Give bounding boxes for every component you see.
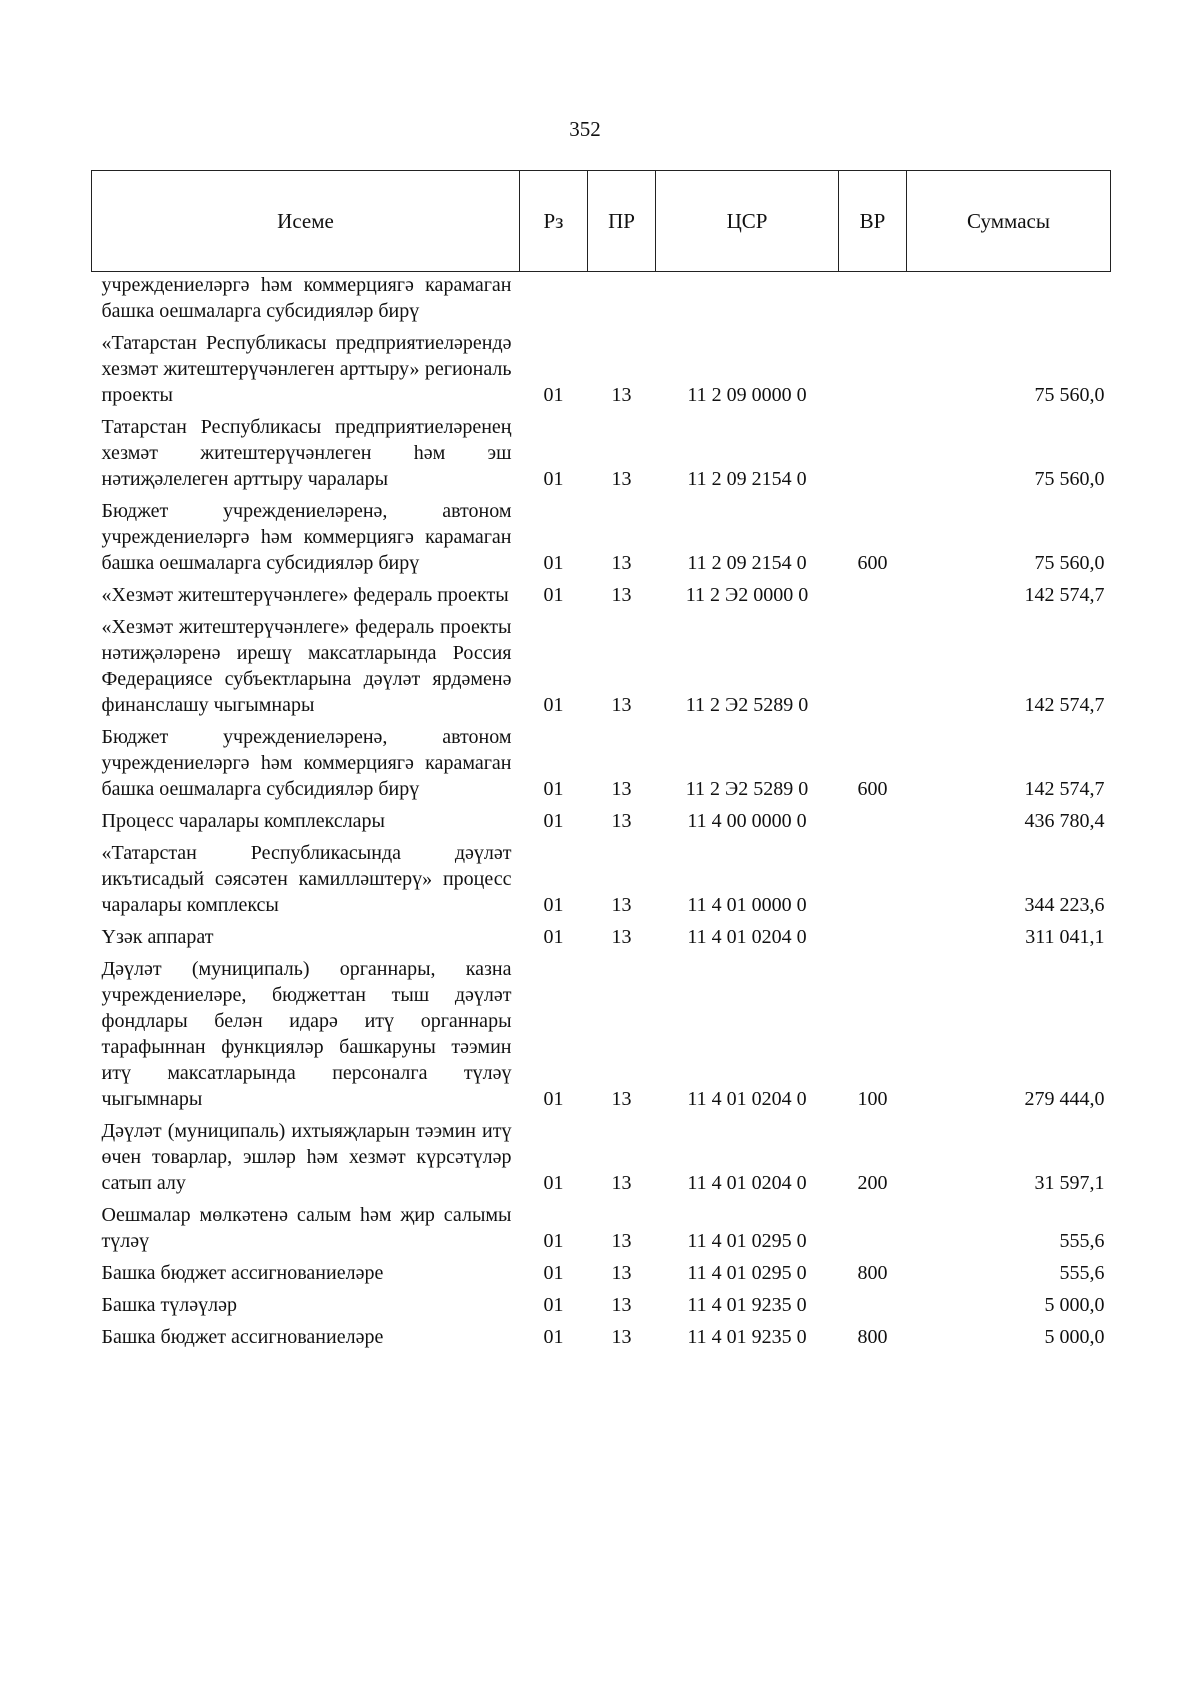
cell-rz: 01 [543,1172,564,1194]
cell-csr: 11 2 Э2 0000 0 [685,584,809,606]
cell-rz: 01 [543,384,564,406]
cell-sum: 75 560,0 [1034,468,1105,490]
cell-csr: 11 2 Э2 5289 0 [685,694,809,716]
cell-name: Бюджет учреждениеләренә, автоном учреждениеләргә һәм коммерциягә карамаган башка оешмаларга субсидияләр бирү [101,500,512,574]
cell-name: Бюджет учреждениеләренә, автоном учреждениеләргә һәм коммерциягә карамаган башка оешмаларга субсидияләр бирү [101,726,512,800]
cell-sum: 436 780,4 [1024,810,1105,832]
cell-sum: 5 000,0 [1044,1326,1105,1348]
cell-csr: 11 2 09 0000 0 [687,384,807,406]
cell-csr: 11 4 01 0295 0 [687,1262,807,1284]
cell-vr: 100 [857,1088,888,1110]
cell-pr: 13 [611,1088,632,1110]
header-csr: ЦСР [656,171,839,272]
cell-csr: 11 4 01 0204 0 [687,926,807,948]
cell-csr: 11 4 01 0000 0 [687,894,807,916]
header-pr: ПР [588,171,656,272]
cell-pr: 13 [611,1230,632,1252]
cell-vr [839,330,907,414]
cell-csr: 11 4 01 9235 0 [687,1294,807,1316]
header-vr: ВР [839,171,907,272]
table-row [92,924,1111,956]
table-row [92,614,1111,724]
cell-sum: 142 574,7 [1024,778,1105,800]
table-row [92,1292,1111,1324]
cell-pr: 13 [611,894,632,916]
table-row [92,582,1111,614]
cell-rz [520,272,588,331]
cell-name: Башка бюджет ассигнованиеләре [101,1262,384,1284]
cell-rz: 01 [543,926,564,948]
cell-vr [839,1202,907,1260]
cell-csr: 11 4 01 0204 0 [687,1172,807,1194]
table-row [92,414,1111,498]
cell-name: Башка бюджет ассигнованиеләре [101,1326,384,1348]
cell-name: Татарстан Республикасы предприятиеләренең хезмәт житештерүчәнлеген һәм эш нәтиҗәлелеген арттыру чаралары [101,416,512,490]
cell-vr [839,808,907,840]
cell-sum: 555,6 [1059,1262,1105,1284]
budget-table [91,170,1111,1356]
table-row [92,1324,1111,1356]
table-row [92,956,1111,1118]
cell-pr: 13 [611,810,632,832]
header-name: Исеме [92,171,520,272]
table-row [92,1202,1111,1260]
cell-sum: 31 597,1 [1034,1172,1105,1194]
cell-rz: 01 [543,1262,564,1284]
cell-name: Дәүләт (муниципаль) ихтыяҗларын тәэмин итү өчен товарлар, эшләр һәм хезмәт күрсәтүләр сатып алу [101,1120,512,1194]
cell-sum: 142 574,7 [1024,694,1105,716]
cell-rz: 01 [543,1326,564,1348]
cell-pr [588,272,656,331]
cell-rz: 01 [543,694,564,716]
cell-sum: 311 041,1 [1025,926,1105,948]
cell-pr: 13 [611,552,632,574]
cell-rz: 01 [543,810,564,832]
cell-pr: 13 [611,468,632,490]
cell-name: Оешмалар мөлкәтенә салым һәм җир салымы түләү [101,1204,512,1252]
cell-sum: 555,6 [1059,1230,1105,1252]
cell-vr [839,1292,907,1324]
cell-sum: 279 444,0 [1024,1088,1105,1110]
cell-pr: 13 [611,778,632,800]
table-row [92,808,1111,840]
cell-csr [656,272,839,331]
cell-rz: 01 [543,1230,564,1252]
cell-csr: 11 4 01 9235 0 [687,1326,807,1348]
cell-vr [839,614,907,724]
cell-rz: 01 [543,1294,564,1316]
cell-pr: 13 [611,1172,632,1194]
cell-name: «Татарстан Республикасында дәүләт икътисадый сәясәтен камилләштерү» процесс чаралары комплексы [101,842,512,916]
cell-name: Процесс чаралары комплекслары [101,810,385,832]
cell-rz: 01 [543,778,564,800]
cell-name: «Хезмәт житештерүчәнлеге» федераль проекты [101,584,509,606]
cell-pr: 13 [611,584,632,606]
table-row [92,840,1111,924]
table-row [92,1260,1111,1292]
cell-name: «Татарстан Республикасы предприятиеләрендә хезмәт житештерүчәнлеген арттыру» региональ проекты [101,332,512,406]
cell-csr: 11 4 01 0295 0 [687,1230,807,1252]
cell-sum: 142 574,7 [1024,584,1105,606]
cell-csr: 11 2 Э2 5289 0 [685,778,809,800]
cell-vr: 800 [857,1326,888,1348]
table-row [92,272,1111,331]
cell-rz: 01 [543,552,564,574]
cell-sum: 344 223,6 [1024,894,1105,916]
cell-pr: 13 [611,1326,632,1348]
cell-vr: 600 [857,778,888,800]
cell-vr [839,582,907,614]
cell-vr [839,272,907,331]
cell-vr: 600 [857,552,888,574]
cell-sum: 75 560,0 [1034,384,1105,406]
cell-name: Дәүләт (муниципаль) органнары, казна учреждениеләре, бюджеттан тыш дәүләт фондлары белән идарә итү органнары тарафыннан функцияләр башкаруны тәэмин итү максатларында персоналга түләү чыгымнары [101,958,512,1110]
cell-rz: 01 [543,468,564,490]
table-row [92,1118,1111,1202]
cell-rz: 01 [543,894,564,916]
table-row [92,330,1111,414]
cell-sum: 75 560,0 [1034,552,1105,574]
cell-sum [907,272,1111,331]
header-rz: Рз [520,171,588,272]
table-row [92,724,1111,808]
cell-sum: 5 000,0 [1044,1294,1105,1316]
cell-pr: 13 [611,1262,632,1284]
cell-csr: 11 2 09 2154 0 [687,552,807,574]
cell-pr: 13 [611,694,632,716]
table-row [92,498,1111,582]
cell-pr: 13 [611,1294,632,1316]
cell-pr: 13 [611,926,632,948]
cell-vr: 200 [857,1172,888,1194]
cell-pr: 13 [611,384,632,406]
cell-vr [839,840,907,924]
cell-rz: 01 [543,584,564,606]
cell-name: Үзәк аппарат [101,926,214,948]
page-number: 352 [569,117,601,141]
cell-name: «Хезмәт житештерүчәнлеге» федераль проекты нәтиҗәләренә ирешү максатларында Россия Федерациясе субъектларына дәүләт ярдәменә финанслашу чыгымнары [101,616,512,716]
cell-csr: 11 2 09 2154 0 [687,468,807,490]
cell-vr [839,924,907,956]
cell-vr [839,414,907,498]
cell-name: учреждениеләргә һәм коммерциягә карамаган башка оешмаларга субсидияләр бирү [101,274,512,322]
cell-csr: 11 4 00 0000 0 [687,810,807,832]
cell-rz: 01 [543,1088,564,1110]
table-header [92,171,1111,272]
cell-vr: 800 [857,1262,888,1284]
cell-name: Башка түләүләр [101,1294,238,1316]
table-body [92,272,1111,1357]
header-sum: Суммасы [907,171,1111,272]
cell-csr: 11 4 01 0204 0 [687,1088,807,1110]
